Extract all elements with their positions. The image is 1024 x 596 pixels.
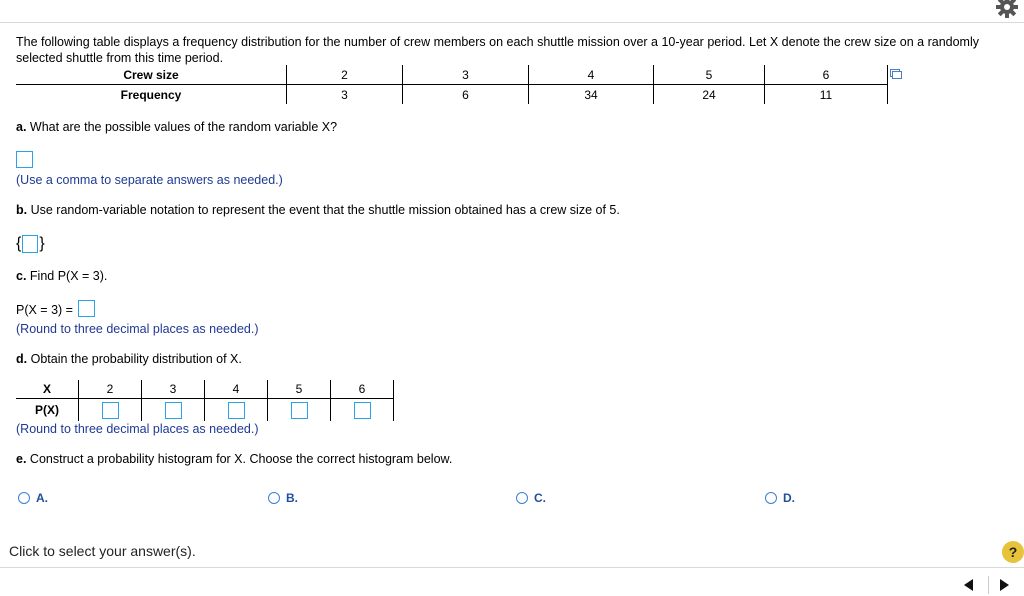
radio-button[interactable] <box>18 492 30 504</box>
radio-button[interactable] <box>268 492 280 504</box>
part-c-answer-input[interactable] <box>78 300 95 317</box>
crew-size-header: Crew size <box>16 65 287 85</box>
part-b-answer-input[interactable] <box>22 235 38 253</box>
table-row <box>16 399 394 422</box>
top-divider <box>0 22 1024 23</box>
px-cell <box>331 399 394 422</box>
crew-size-cell: 6 <box>765 65 888 85</box>
part-a-text: What are the possible values of the random variable X? <box>29 120 338 134</box>
part-a-answer-input[interactable] <box>16 151 33 168</box>
px-answer-input[interactable] <box>291 402 308 419</box>
part-c-text: Find P(X = 3). <box>29 269 108 283</box>
crew-size-cell: 3 <box>403 65 529 85</box>
part-b-question <box>16 202 620 218</box>
x-value-cell: 3 <box>142 380 205 399</box>
frequency-cell: 34 <box>529 85 654 105</box>
next-arrow-icon[interactable] <box>1000 579 1009 591</box>
px-header: P(X) <box>35 403 59 417</box>
frequency-cell: 6 <box>403 85 529 105</box>
help-icon[interactable]: ? <box>1002 541 1024 563</box>
px-cell <box>205 399 268 422</box>
radio-button[interactable] <box>765 492 777 504</box>
frequency-table <box>16 65 888 104</box>
table-row <box>16 380 394 399</box>
part-a-question <box>16 119 337 135</box>
nav-separator <box>988 576 989 594</box>
copy-table-icon[interactable] <box>890 69 902 79</box>
part-c-prefix: c. <box>16 269 27 283</box>
option-d[interactable] <box>765 491 795 505</box>
radio-button[interactable] <box>516 492 528 504</box>
frequency-header: Frequency <box>120 87 182 102</box>
crew-size-cell: 5 <box>654 65 765 85</box>
px-answer-input[interactable] <box>354 402 371 419</box>
px-answer-input[interactable] <box>165 402 182 419</box>
x-value-cell: 5 <box>268 380 331 399</box>
part-c-question <box>16 268 107 284</box>
crew-size-cell: 2 <box>287 65 403 85</box>
option-label: B. <box>286 491 298 505</box>
close-brace: } <box>39 235 45 252</box>
x-value-cell: 4 <box>205 380 268 399</box>
px-cell <box>268 399 331 422</box>
px-cell <box>79 399 142 422</box>
frequency-cell: 24 <box>654 85 765 105</box>
part-e-question <box>16 451 452 467</box>
question-intro: The following table displays a frequency distribution for the number of crew members on each shuttle mission over a 10-year period. Let X denote the crew size on a randomly selected shuttle from this time period. <box>16 35 980 65</box>
table-row <box>16 85 888 105</box>
open-brace: { <box>16 235 22 252</box>
option-label: D. <box>783 491 795 505</box>
part-c-hint: (Round to three decimal places as needed.) <box>16 322 259 336</box>
part-a-hint: (Use a comma to separate answers as needed.) <box>16 173 283 187</box>
crew-size-cell: 4 <box>529 65 654 85</box>
footer-status: Click to select your answer(s). <box>9 543 196 559</box>
part-d-question <box>16 351 242 367</box>
px-cell <box>142 399 205 422</box>
option-c[interactable] <box>516 491 546 505</box>
part-e-text: Construct a probability histogram for X. Choose the correct histogram below. <box>29 452 453 466</box>
part-d-hint: (Round to three decimal places as needed.) <box>16 422 259 436</box>
probability-table <box>16 380 394 421</box>
part-b-text: Use random-variable notation to represent the event that the shuttle mission obtained has a crew size of 5. <box>30 203 620 217</box>
x-value-cell: 6 <box>331 380 394 399</box>
option-label: C. <box>534 491 546 505</box>
part-c-answer-label: P(X = 3) = <box>16 303 73 317</box>
frequency-cell: 3 <box>287 85 403 105</box>
px-answer-input[interactable] <box>102 402 119 419</box>
part-e-prefix: e. <box>16 452 27 466</box>
gear-icon[interactable] <box>994 0 1020 20</box>
table-row <box>16 65 888 85</box>
x-value-cell: 2 <box>79 380 142 399</box>
part-b-prefix: b. <box>16 203 28 217</box>
bottom-divider <box>0 567 1024 568</box>
prev-arrow-icon[interactable] <box>964 579 973 591</box>
option-label: A. <box>36 491 48 505</box>
option-a[interactable] <box>18 491 48 505</box>
part-d-text: Obtain the probability distribution of X. <box>30 352 242 366</box>
part-d-prefix: d. <box>16 352 28 366</box>
x-header: X <box>16 380 79 399</box>
option-b[interactable] <box>268 491 298 505</box>
part-a-prefix: a. <box>16 120 27 134</box>
part-b-set-input[interactable] <box>16 234 45 254</box>
frequency-cell: 11 <box>765 85 888 105</box>
px-answer-input[interactable] <box>228 402 245 419</box>
